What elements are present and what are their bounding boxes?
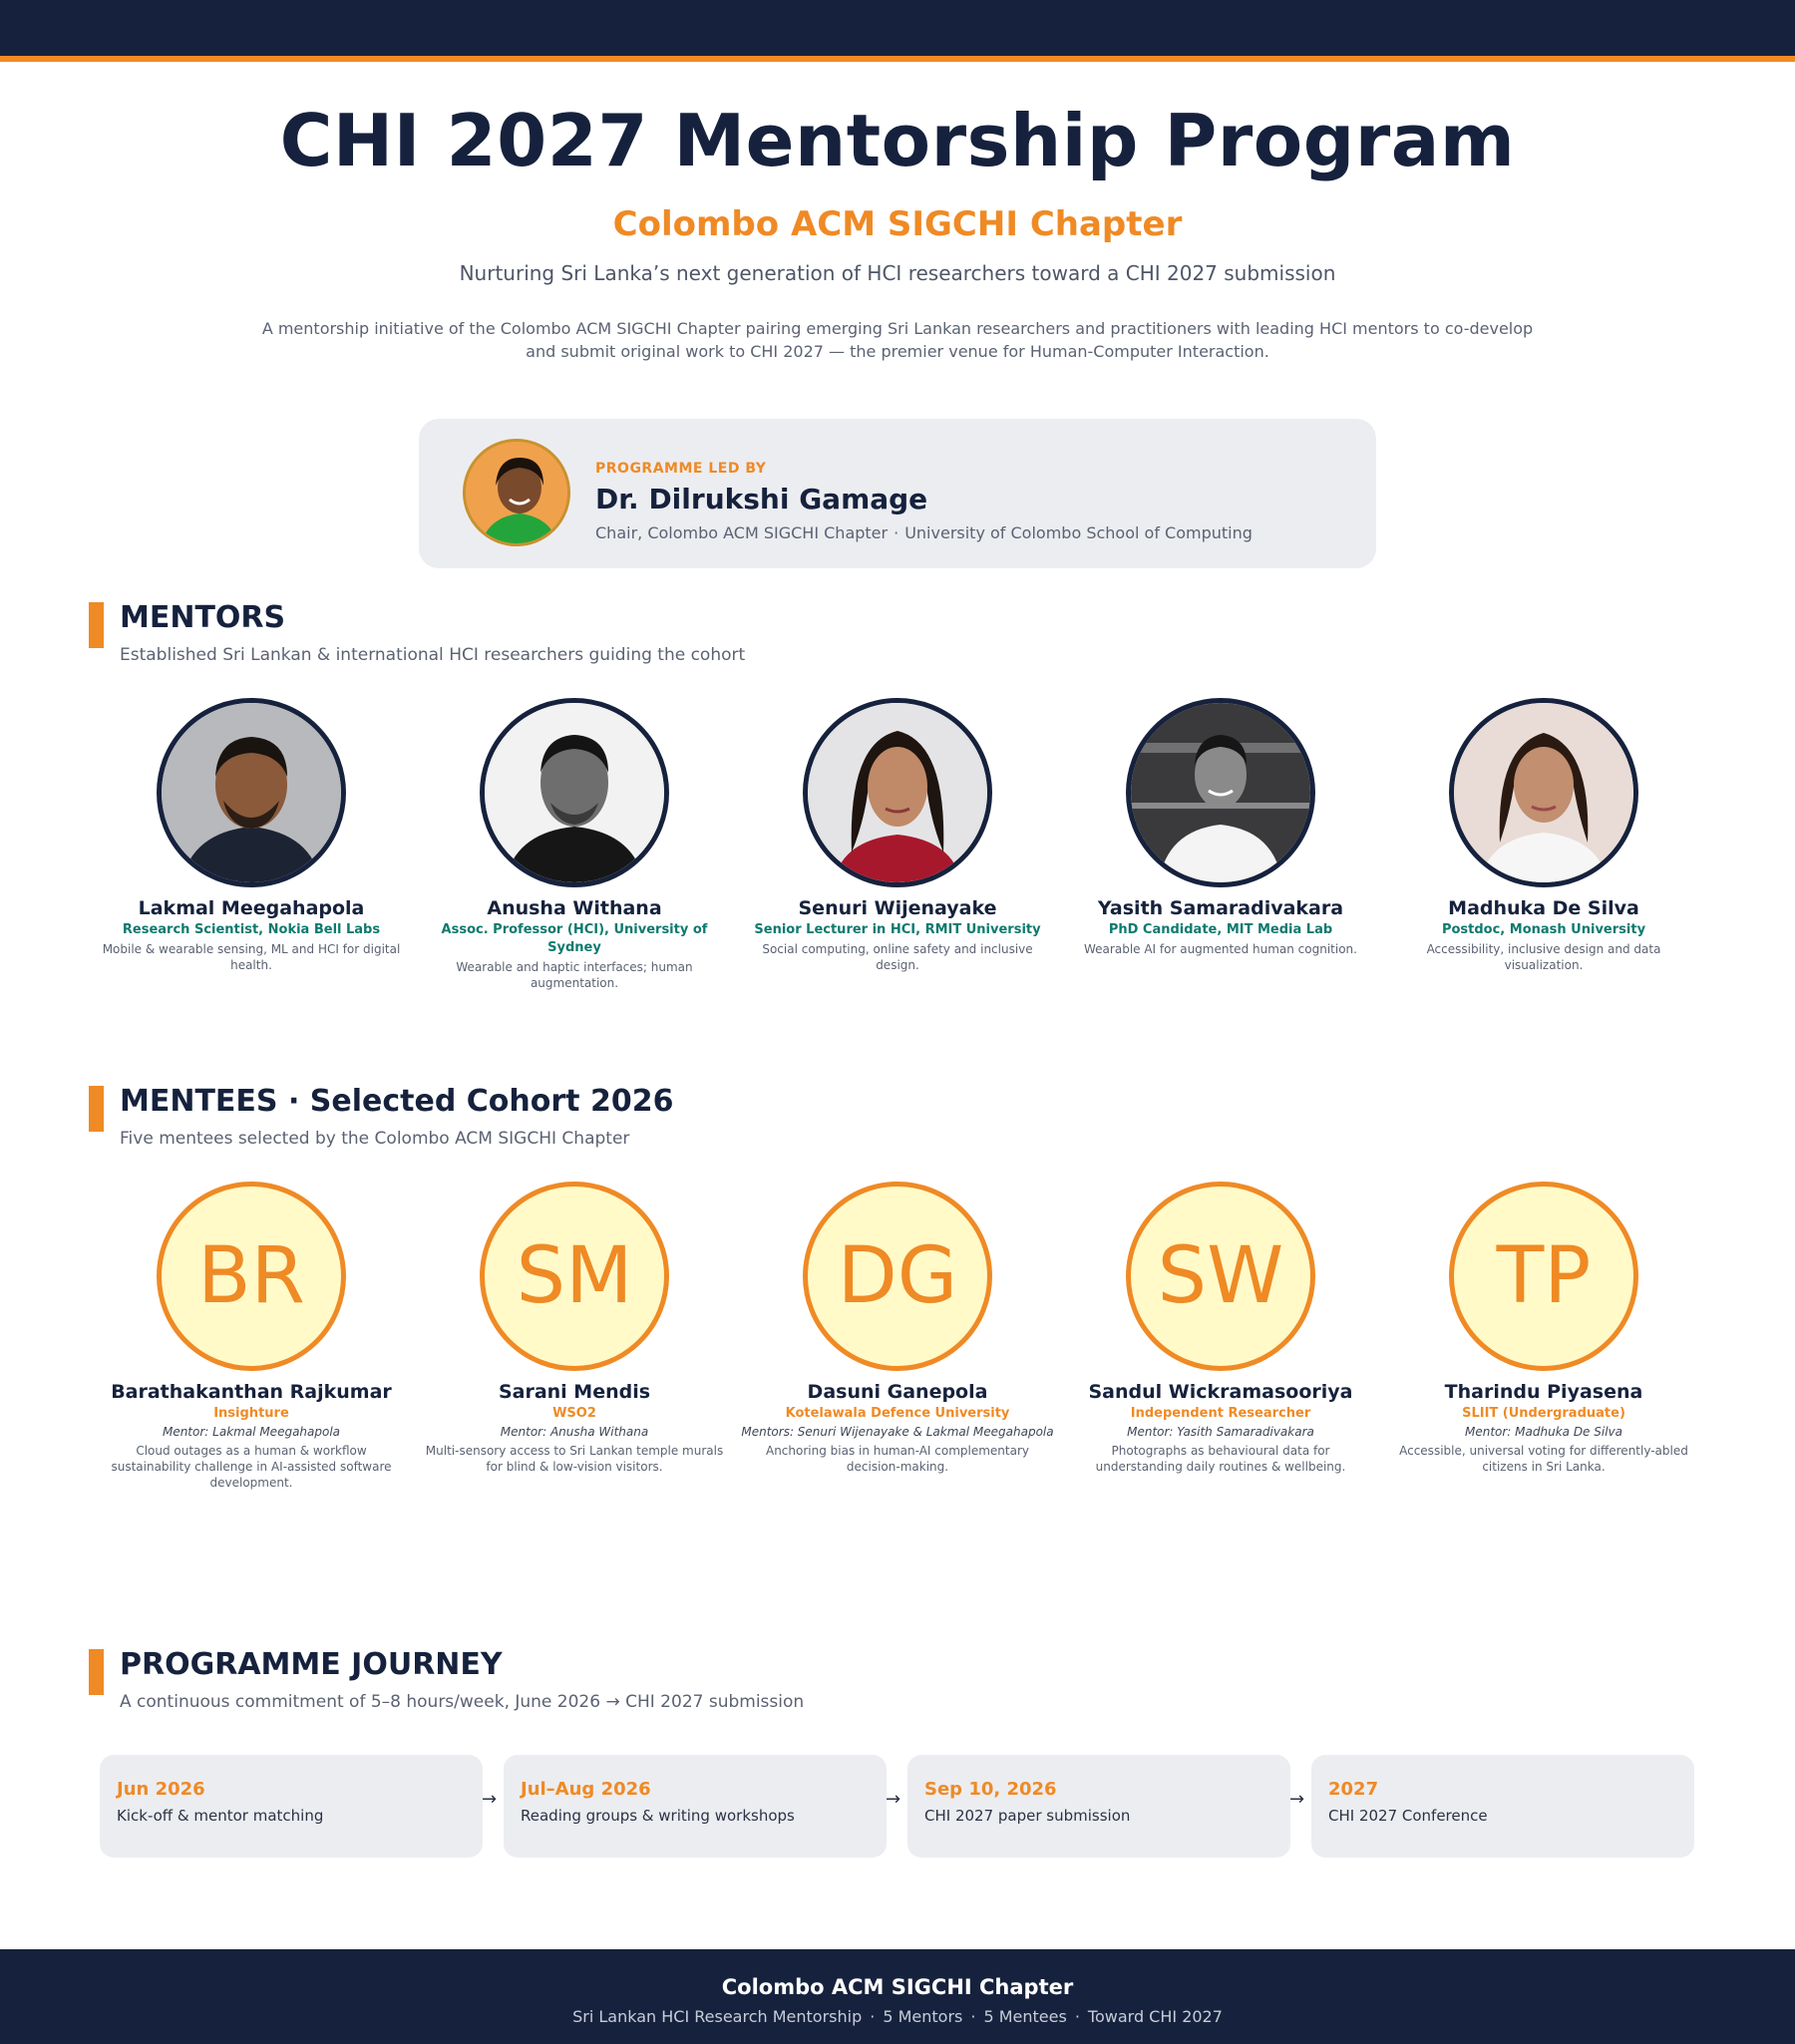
top-accent-stripe bbox=[0, 56, 1795, 62]
mentee-organisation: SLIIT (Undergraduate) bbox=[1462, 1406, 1625, 1421]
mentee-topic: Photographs as behavioural data for understanding daily routines & wellbeing. bbox=[1095, 1444, 1346, 1474]
mentees-section-title: MENTEES · Selected Cohort 2026 bbox=[120, 1084, 674, 1119]
mentee-organisation: Insighture bbox=[213, 1406, 289, 1421]
mentor-card bbox=[93, 698, 410, 973]
top-banner bbox=[0, 0, 1795, 56]
mentor-card bbox=[1062, 698, 1379, 957]
mentee-organisation: Independent Researcher bbox=[1130, 1406, 1311, 1421]
mentee-name: Barathakanthan Rajkumar bbox=[111, 1381, 392, 1403]
footer-separator: · bbox=[1074, 2007, 1080, 2026]
lead-portrait-icon bbox=[466, 442, 570, 546]
mentee-mentor: Mentor: Anusha Withana bbox=[500, 1425, 649, 1439]
person-portrait-icon bbox=[808, 703, 987, 882]
mentor-photo bbox=[480, 698, 669, 887]
mentee-organisation: WSO2 bbox=[552, 1406, 596, 1421]
mentor-photo bbox=[157, 698, 346, 887]
mentee-initials-avatar: SM bbox=[480, 1182, 669, 1371]
footer-meta-item: Toward CHI 2027 bbox=[1087, 2007, 1223, 2026]
mentor-card bbox=[416, 698, 733, 991]
journey-section-title: PROGRAMME JOURNEY bbox=[120, 1647, 503, 1682]
person-portrait-icon bbox=[1131, 703, 1310, 882]
mentor-name: Senuri Wijenayake bbox=[798, 897, 997, 919]
mentor-focus: Accessibility, inclusive design and data visualization. bbox=[1426, 942, 1661, 972]
lead-avatar bbox=[463, 439, 570, 546]
arrow-right-icon: → bbox=[482, 1789, 498, 1810]
page-title: CHI 2027 Mentorship Program bbox=[279, 99, 1516, 182]
mentee-topic: Anchoring bias in human-AI complementary decision-making. bbox=[765, 1444, 1029, 1474]
mentor-photo bbox=[1126, 698, 1315, 887]
arrow-right-icon: → bbox=[1289, 1789, 1305, 1810]
journey-step-date: Sep 10, 2026 bbox=[924, 1779, 1057, 1800]
mentor-role: Research Scientist, Nokia Bell Labs bbox=[122, 922, 381, 937]
mentors-section-title: MENTORS bbox=[120, 600, 286, 635]
footer-separator: · bbox=[970, 2007, 976, 2026]
mentor-focus: Wearable and haptic interfaces; human augmentation. bbox=[456, 960, 693, 990]
mentee-name: Tharindu Piyasena bbox=[1444, 1381, 1643, 1403]
mentor-role: Senior Lecturer in HCI, RMIT University bbox=[754, 922, 1041, 937]
journey-step-date: Jul–Aug 2026 bbox=[521, 1779, 651, 1800]
footer-separator: · bbox=[870, 2007, 876, 2026]
mentee-initials-avatar: BR bbox=[157, 1182, 346, 1371]
journey-step bbox=[100, 1755, 483, 1858]
journey-step-text: CHI 2027 Conference bbox=[1328, 1807, 1488, 1825]
mentor-role: Assoc. Professor (HCI), University of Sydney bbox=[441, 922, 708, 955]
mentee-initials-avatar: TP bbox=[1449, 1182, 1638, 1371]
footer-meta-item: Sri Lankan HCI Research Mentorship bbox=[572, 2007, 863, 2026]
person-portrait-icon bbox=[485, 703, 664, 882]
mentee-card bbox=[739, 1182, 1056, 1475]
mentor-focus: Wearable AI for augmented human cognition. bbox=[1084, 942, 1357, 956]
mentee-name: Sandul Wickramasooriya bbox=[1088, 1381, 1353, 1403]
mentee-name: Sarani Mendis bbox=[498, 1381, 651, 1403]
mentor-card bbox=[739, 698, 1056, 973]
mentee-card bbox=[416, 1182, 733, 1475]
lead-kicker: PROGRAMME LED BY bbox=[595, 461, 767, 477]
mentee-mentor: Mentor: Lakmal Meegahapola bbox=[162, 1425, 341, 1439]
mentees-section-subtitle: Five mentees selected by the Colombo ACM SIGCHI Chapter bbox=[120, 1129, 630, 1149]
person-portrait-icon bbox=[1454, 703, 1633, 882]
mentee-mentor: Mentor: Yasith Samaradivakara bbox=[1127, 1425, 1314, 1439]
lead-affiliation: University of Colombo School of Computing bbox=[904, 523, 1253, 542]
mentee-name: Dasuni Ganepola bbox=[807, 1381, 988, 1403]
lead-role: Chair, Colombo ACM SIGCHI Chapter bbox=[595, 523, 889, 542]
mentor-photo bbox=[1449, 698, 1638, 887]
mentor-role: Postdoc, Monash University bbox=[1441, 922, 1646, 937]
mentors-section-subtitle: Established Sri Lankan & international HCI researchers guiding the cohort bbox=[120, 645, 746, 665]
mentor-focus: Social computing, online safety and inclusive design. bbox=[762, 942, 1033, 972]
mentee-mentor: Mentor: Madhuka De Silva bbox=[1464, 1425, 1622, 1439]
mentee-initials-avatar: DG bbox=[803, 1182, 992, 1371]
mentee-card bbox=[1385, 1182, 1702, 1475]
mentors-section-bar bbox=[89, 602, 104, 648]
footer-title: Colombo ACM SIGCHI Chapter bbox=[721, 1975, 1074, 1999]
mentor-card bbox=[1385, 698, 1702, 973]
footer-meta-item: 5 Mentees bbox=[983, 2007, 1067, 2026]
journey-step-date: 2027 bbox=[1328, 1779, 1379, 1800]
tagline: Nurturing Sri Lanka’s next generation of HCI researchers toward a CHI 2027 submission bbox=[459, 261, 1336, 285]
chapter-name: Colombo ACM SIGCHI Chapter bbox=[612, 204, 1183, 244]
intro-paragraph: A mentorship initiative of the Colombo ACM SIGCHI Chapter pairing emerging Sri Lankan researchers and practitioners with leading HCI mentors to co-develop and submit original work to CHI 2027 — the premier venue for Human-Computer Interaction. bbox=[261, 319, 1534, 361]
mentee-topic: Cloud outages as a human & workflow sustainability challenge in AI-assisted software development. bbox=[111, 1444, 392, 1490]
journey-step-text: CHI 2027 paper submission bbox=[924, 1807, 1131, 1825]
mentee-card bbox=[93, 1182, 410, 1491]
person-portrait-icon bbox=[162, 703, 341, 882]
mentees-section-bar bbox=[89, 1086, 104, 1132]
mentee-mentor: Mentors: Senuri Wijenayake & Lakmal Meegahapola bbox=[741, 1425, 1054, 1439]
mentor-role: PhD Candidate, MIT Media Lab bbox=[1108, 922, 1333, 937]
programme-lead-card bbox=[419, 419, 1376, 568]
mentor-name: Yasith Samaradivakara bbox=[1097, 897, 1344, 919]
footer bbox=[0, 1949, 1795, 2044]
mentee-initials-avatar: SW bbox=[1126, 1182, 1315, 1371]
journey-step bbox=[504, 1755, 887, 1858]
journey-section-subtitle: A continuous commitment of 5–8 hours/week, June 2026 → CHI 2027 submission bbox=[120, 1692, 805, 1712]
arrow-right-icon: → bbox=[886, 1789, 901, 1810]
lead-separator: · bbox=[894, 523, 899, 542]
journey-step-text: Kick-off & mentor matching bbox=[117, 1807, 324, 1825]
mentee-organisation: Kotelawala Defence University bbox=[785, 1406, 1010, 1421]
mentor-name: Lakmal Meegahapola bbox=[138, 897, 365, 919]
footer-meta-item: 5 Mentors bbox=[883, 2007, 963, 2026]
journey-step-text: Reading groups & writing workshops bbox=[521, 1807, 795, 1825]
lead-name: Dr. Dilrukshi Gamage bbox=[595, 483, 928, 515]
journey-step-date: Jun 2026 bbox=[117, 1779, 205, 1800]
mentor-name: Anusha Withana bbox=[487, 897, 662, 919]
mentee-card bbox=[1062, 1182, 1379, 1475]
journey-step bbox=[1311, 1755, 1694, 1858]
mentee-topic: Multi-sensory access to Sri Lankan temple murals for blind & low-vision visitors. bbox=[425, 1444, 724, 1474]
mentor-name: Madhuka De Silva bbox=[1448, 897, 1639, 919]
footer-meta bbox=[0, 2007, 1795, 2026]
mentor-focus: Mobile & wearable sensing, ML and HCI for digital health. bbox=[102, 942, 401, 972]
mentor-photo bbox=[803, 698, 992, 887]
journey-section-bar bbox=[89, 1649, 104, 1695]
mentee-topic: Accessible, universal voting for differently-abled citizens in Sri Lanka. bbox=[1399, 1444, 1688, 1474]
journey-step bbox=[907, 1755, 1290, 1858]
lead-meta bbox=[595, 523, 1253, 542]
